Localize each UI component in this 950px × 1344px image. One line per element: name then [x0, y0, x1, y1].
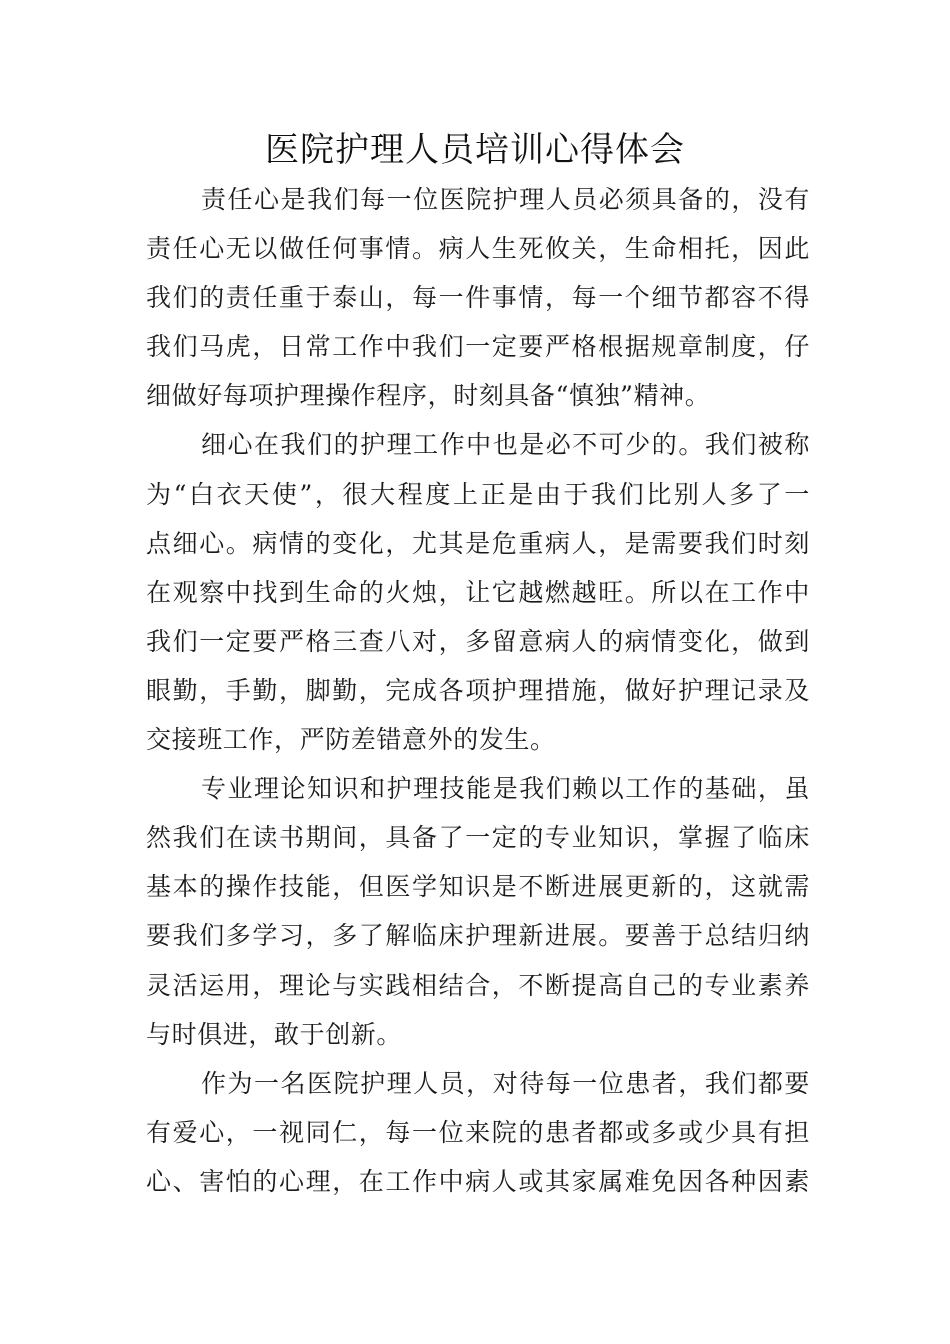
- paragraph-2-line-5: 我们一定要严格三查八对，多留意病人的病情变化，做到: [146, 626, 810, 656]
- paragraph-1-line-2: 责任心无以做任何事情。病人生死攸关，生命相托，因此: [146, 234, 810, 264]
- document-body: [146, 175, 810, 1206]
- paragraph-2-line-4: 在观察中找到生命的火烛，让它越燃越旺。所以在工作中: [146, 577, 810, 607]
- paragraph-3-line-1: 专业理论知识和护理技能是我们赖以工作的基础，虽: [201, 774, 810, 804]
- paragraph-4-line-3: 心、害怕的心理，在工作中病人或其家属难免因各种因素: [146, 1166, 810, 1196]
- paragraph-3-line-2: 然我们在读书期间，具备了一定的专业知识，掌握了临床: [146, 823, 810, 853]
- paragraph-1-line-5: 细做好每项护理操作程序，时刻具备“慎独”精神。: [146, 381, 711, 411]
- paragraph-4-line-2: 有爱心，一视同仁，每一位来院的患者都或多或少具有担: [146, 1117, 810, 1147]
- paragraph-4-line-1: 作为一名医院护理人员，对待每一位患者，我们都要: [201, 1068, 810, 1098]
- paragraph-1-line-1: 责任心是我们每一位医院护理人员必须具备的，没有: [201, 185, 810, 214]
- paragraph-2-line-3: 点细心。病情的变化，尤其是危重病人，是需要我们时刻: [146, 528, 810, 558]
- paragraph-3-line-3: 基本的操作技能，但医学知识是不断进展更新的，这就需: [146, 872, 810, 902]
- paragraph-1-line-4: 我们马虎，日常工作中我们一定要严格根据规章制度，仔: [146, 332, 810, 362]
- paragraph-3-line-4: 要我们多学习，多了解临床护理新进展。要善于总结归纳: [146, 921, 810, 951]
- paragraph-2-line-6: 眼勤，手勤，脚勤，完成各项护理措施，做好护理记录及: [146, 675, 810, 705]
- paragraph-3-line-5: 灵活运用，理论与实践相结合，不断提高自己的专业素养: [146, 970, 810, 1000]
- paragraph-3-line-6: 与时俱进，敢于创新。: [146, 1019, 403, 1049]
- paragraph-1-line-3: 我们的责任重于泰山，每一件事情，每一个细节都容不得: [146, 283, 810, 313]
- document-title: 医院护理人员培训心得体会: [265, 130, 685, 170]
- paragraph-2-line-2: 为“白衣天使”，很大程度上正是由于我们比别人多了一: [146, 479, 810, 509]
- paragraph-2-line-7: 交接班工作，严防差错意外的发生。: [146, 725, 556, 755]
- paragraph-2-line-1: 细心在我们的护理工作中也是必不可少的。我们被称: [201, 430, 810, 460]
